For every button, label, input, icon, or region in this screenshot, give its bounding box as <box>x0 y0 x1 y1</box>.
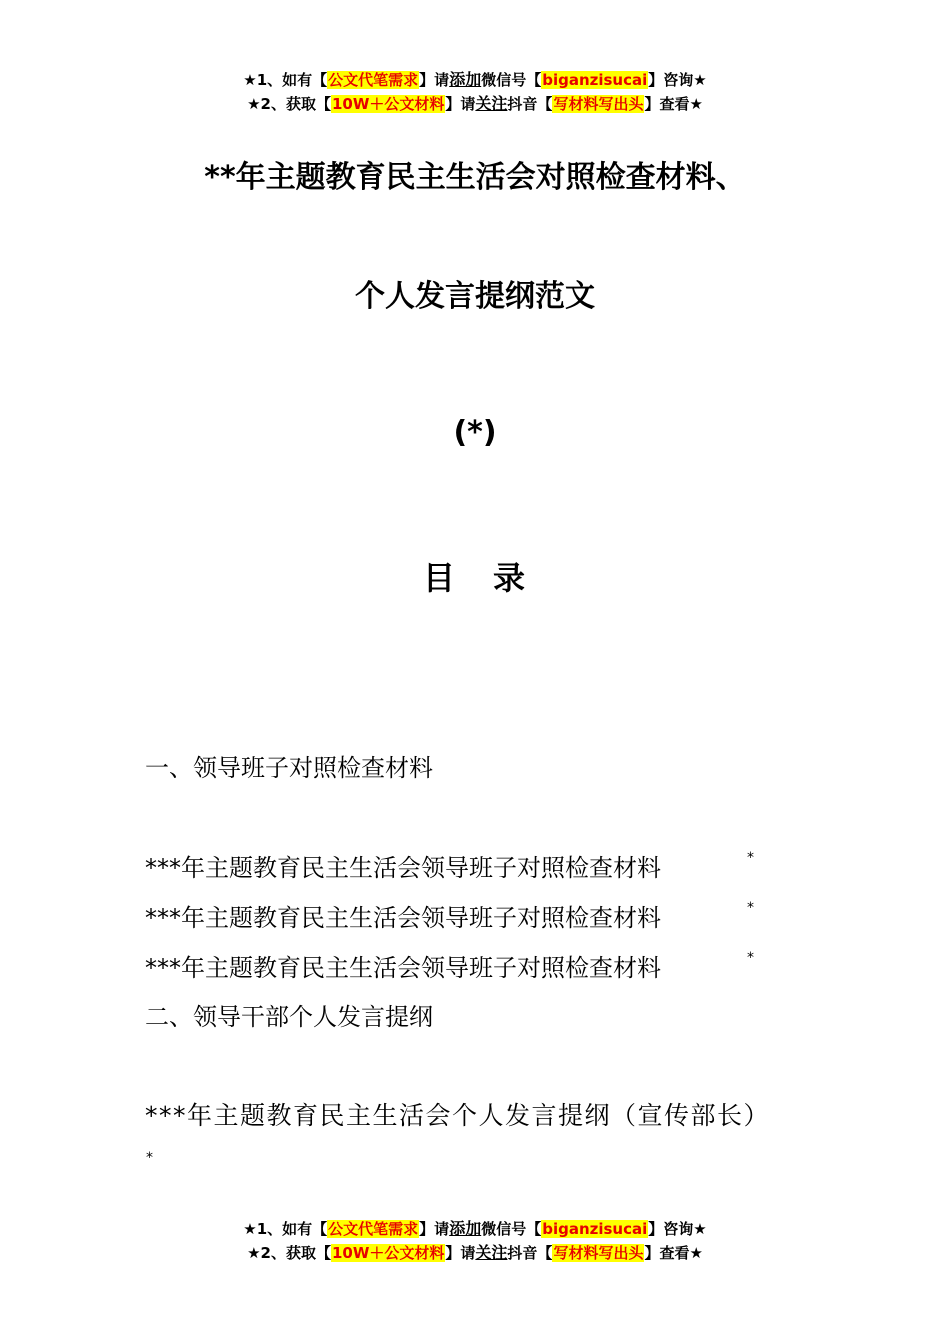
promo-line-1 <box>0 68 950 92</box>
toc-page-number: * <box>747 900 754 916</box>
toc-page-number: * <box>747 950 754 966</box>
promo-underline: 添加 <box>449 70 482 89</box>
document-title-line-3: (*) <box>453 415 497 450</box>
toc-entry-text: ***年主题教育民主生活会领导班子对照检查材料 <box>145 904 661 932</box>
document-title-line-1: **年主题教育民主生活会对照检查材料、 <box>204 160 746 195</box>
promo-text: 】查看★ <box>644 95 703 113</box>
promo-highlight: 写材料写出头 <box>553 1244 644 1262</box>
footer-promo <box>0 1217 950 1265</box>
promo-text: 】请 <box>445 1244 476 1262</box>
toc-entry[interactable]: ***年主题教育民主生活会个人发言提纲（宣传部长） <box>145 1101 771 1130</box>
promo-text: ★2、获取【 <box>247 1244 331 1262</box>
promo-text: 】咨询★ <box>648 1220 707 1238</box>
promo-text: 】咨询★ <box>648 71 707 89</box>
toc-heading <box>0 553 950 599</box>
toc-entry[interactable] <box>145 898 754 933</box>
toc-entry-text: ***年主题教育民主生活会领导班子对照检查材料 <box>145 954 661 982</box>
promo-text: 微信号【 <box>481 71 542 89</box>
promo-text: 微信号【 <box>481 1220 542 1238</box>
header-promo <box>0 68 950 116</box>
promo-line-1 <box>0 1217 950 1241</box>
promo-underline: 添加 <box>449 1219 482 1238</box>
toc-section-2[interactable]: 二、领导干部个人发言提纲 <box>145 1003 433 1031</box>
promo-text: ★1、如有【 <box>243 71 328 89</box>
promo-underline: 关注 <box>475 94 508 113</box>
promo-highlight: 公文代笔需求 <box>328 71 419 89</box>
promo-line-2 <box>0 1241 950 1265</box>
toc-entry[interactable] <box>145 848 754 883</box>
promo-text: 】查看★ <box>644 1244 703 1262</box>
promo-text: 】请 <box>419 1220 450 1238</box>
promo-highlight: 10W＋公文材料 <box>331 95 445 113</box>
promo-line-2 <box>0 92 950 116</box>
promo-text: ★1、如有【 <box>243 1220 328 1238</box>
promo-text: 】请 <box>445 95 476 113</box>
document-title-line-2: 个人发言提纲范文 <box>355 279 595 314</box>
promo-highlight: 公文代笔需求 <box>328 1220 419 1238</box>
toc-entry-text: ***年主题教育民主生活会领导班子对照检查材料 <box>145 854 661 882</box>
promo-text: 抖音【 <box>507 95 553 113</box>
promo-text: ★2、获取【 <box>247 95 331 113</box>
promo-text: 抖音【 <box>507 1244 553 1262</box>
promo-highlight: biganzisucai <box>542 71 648 89</box>
toc-page-number: * <box>146 1150 153 1166</box>
promo-text: 】请 <box>419 71 450 89</box>
promo-highlight: biganzisucai <box>542 1220 648 1238</box>
toc-entry[interactable] <box>145 948 754 983</box>
promo-highlight: 写材料写出头 <box>553 95 644 113</box>
toc-page-number: * <box>747 850 754 866</box>
toc-heading-char: 录 <box>493 559 528 597</box>
toc-section-1[interactable]: 一、领导班子对照检查材料 <box>145 754 433 782</box>
promo-highlight: 10W＋公文材料 <box>331 1244 445 1262</box>
toc-heading-char: 目 <box>422 559 457 597</box>
promo-underline: 关注 <box>475 1243 508 1262</box>
